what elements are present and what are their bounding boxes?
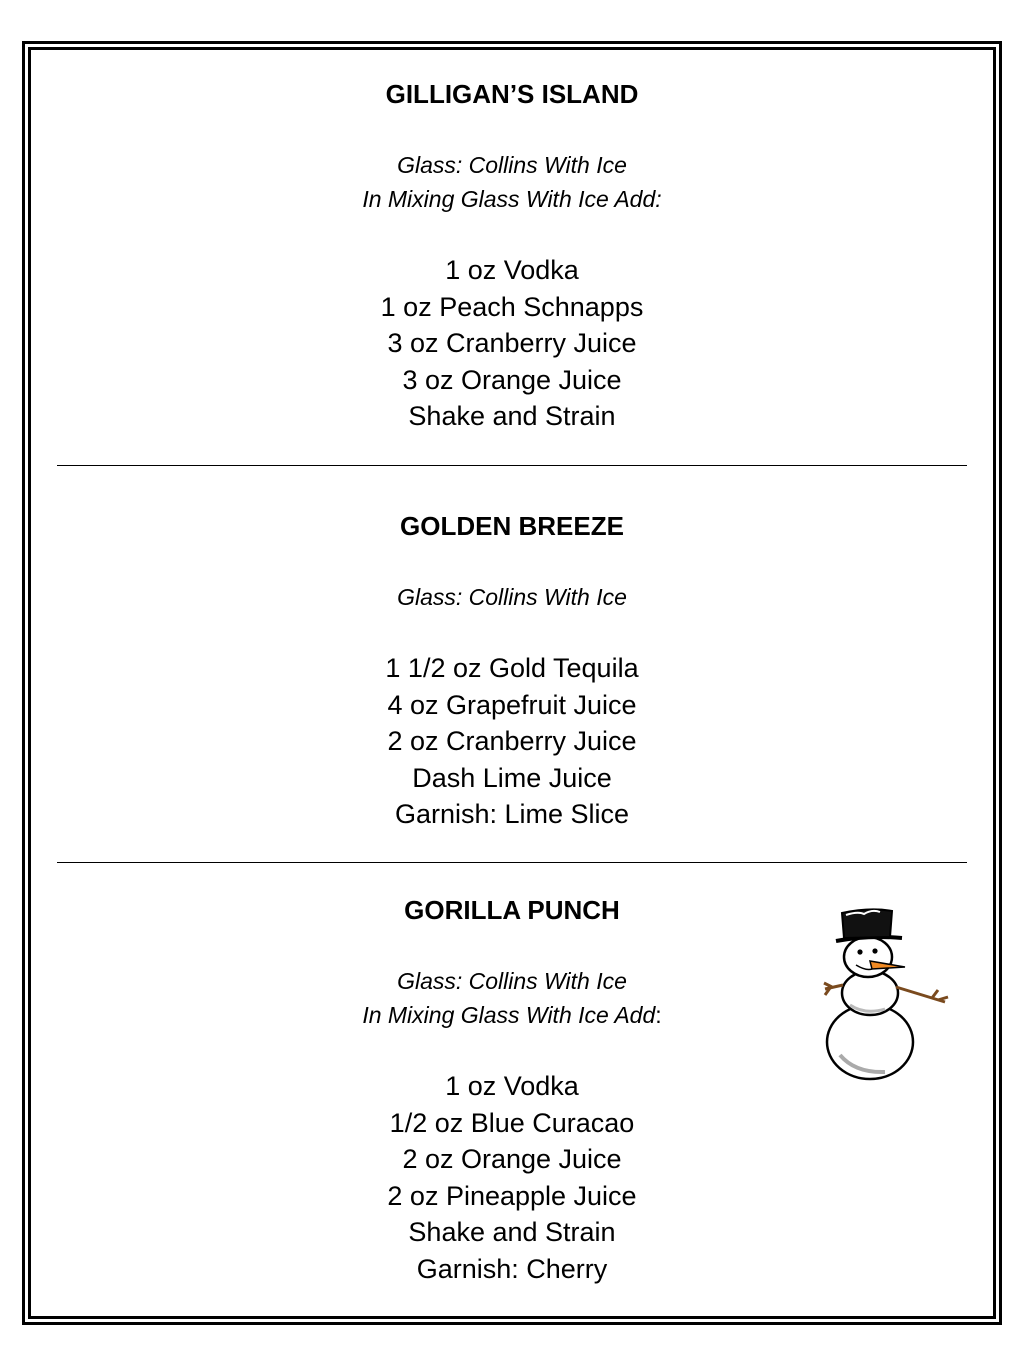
recipe-golden-breeze (0, 511, 1024, 833)
section-divider (57, 465, 967, 466)
ingredient-line: Dash Lime Juice (412, 762, 612, 793)
recipe-title: GORILLA PUNCH (404, 895, 620, 925)
mixing-instruction-text: In Mixing Glass With Ice Add (362, 1002, 656, 1028)
glass-instruction: Glass: Collins With Ice (397, 584, 627, 610)
ingredient-line: 2 oz Pineapple Juice (387, 1180, 637, 1211)
ingredient-line: 2 oz Orange Juice (402, 1144, 622, 1174)
glass-instruction: Glass: Collins With Ice (397, 152, 627, 178)
glass-instruction: Glass: Collins With Ice (397, 968, 627, 994)
ingredient-line: 1 oz Vodka (445, 1071, 579, 1101)
ingredient-line: Shake and Strain (408, 1217, 616, 1247)
ingredient-line: 4 oz Grapefruit Juice (387, 689, 637, 720)
ingredient-line: Garnish: Cherry (416, 1253, 608, 1284)
ingredient-line: 2 oz Cranberry Juice (387, 726, 637, 756)
ingredient-line: 1/2 oz Blue Curacao (389, 1107, 635, 1138)
ingredient-line: 1 1/2 oz Gold Tequila (385, 653, 639, 683)
section-divider (57, 862, 967, 863)
ingredient-line: 3 oz Cranberry Juice (387, 328, 637, 358)
recipe-title: GILLIGAN’S ISLAND (385, 79, 639, 109)
ingredient-line: 1 oz Vodka (445, 255, 579, 285)
ingredient-line: 1 oz Peach Schnapps (380, 291, 644, 322)
ingredient-line: Shake and Strain (408, 401, 616, 431)
recipe-gilligans-island (0, 79, 1024, 435)
ingredient-line: 3 oz Orange Juice (402, 364, 622, 395)
snowman-icon (820, 905, 955, 1083)
mixing-instruction-colon: : (655, 1002, 662, 1028)
recipe-title: GOLDEN BREEZE (400, 511, 624, 541)
mixing-instruction: In Mixing Glass With Ice Add: (362, 186, 662, 212)
ingredient-line: Garnish: Lime Slice (394, 799, 630, 829)
